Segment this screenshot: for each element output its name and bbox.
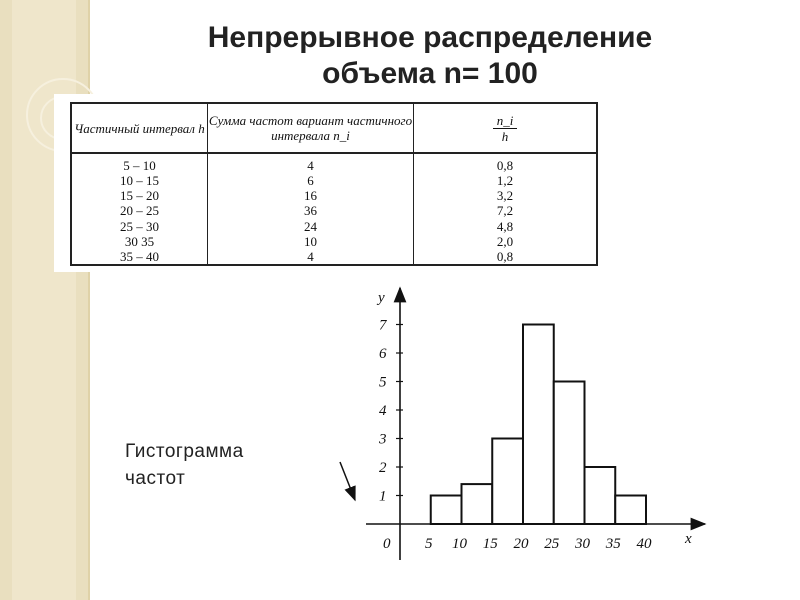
table-cell-frequency: 4 bbox=[208, 249, 414, 265]
table-cell-density: 1,2 bbox=[414, 173, 598, 188]
table-cell-frequency: 16 bbox=[208, 188, 414, 203]
table-cell-interval: 10 – 15 bbox=[71, 173, 208, 188]
table-cell-interval: 35 – 40 bbox=[71, 249, 208, 265]
table-cell-interval: 15 – 20 bbox=[71, 188, 208, 203]
table-cell-frequency: 24 bbox=[208, 219, 414, 234]
histogram-caption-line1: Гистограмма bbox=[125, 441, 244, 462]
y-tick-label: 2 bbox=[379, 460, 387, 476]
table-cell-density: 0,8 bbox=[414, 153, 598, 173]
y-tick-label: 1 bbox=[379, 488, 387, 505]
table-cell-frequency: 36 bbox=[208, 203, 414, 218]
x-axis-label: x bbox=[685, 531, 692, 547]
y-tick-label: 5 bbox=[379, 374, 387, 391]
density-fraction-denominator: h bbox=[501, 128, 509, 144]
x-tick-label: 5 bbox=[425, 536, 433, 552]
y-tick-label: 3 bbox=[379, 431, 387, 448]
histogram-bar bbox=[431, 496, 462, 525]
x-tick-label: 15 bbox=[482, 536, 498, 552]
caption-pointer-arrow bbox=[340, 462, 355, 500]
slide-title-line1: Непрерывное распределение bbox=[207, 21, 653, 54]
table-cell-interval: 25 – 30 bbox=[71, 219, 208, 234]
y-tick-label: 7 bbox=[379, 317, 387, 334]
y-axis-label: y bbox=[378, 290, 385, 306]
x-tick-label: 40 bbox=[636, 536, 652, 552]
histogram-bar bbox=[585, 467, 616, 524]
y-tick-label: 4 bbox=[379, 403, 387, 419]
histogram-bar bbox=[492, 439, 523, 525]
histogram-bar bbox=[523, 325, 554, 525]
x-tick-label: 25 bbox=[544, 536, 560, 552]
density-fraction-numerator: n_i bbox=[493, 113, 518, 129]
table-cell-density: 0,8 bbox=[414, 249, 598, 265]
table-cell-interval: 5 – 10 bbox=[71, 153, 208, 173]
histogram-bar bbox=[462, 484, 493, 524]
table-header-interval: Частичный интервал h bbox=[71, 103, 208, 153]
x-tick-label: 30 bbox=[575, 536, 590, 552]
slide-title-line2: объема n= 100 bbox=[322, 57, 538, 90]
table-cell-frequency: 4 bbox=[208, 153, 414, 173]
x-tick-label: 35 bbox=[605, 536, 621, 552]
table-cell-frequency: 10 bbox=[208, 234, 414, 249]
histogram-bar bbox=[554, 382, 585, 525]
histogram-caption-line2: частот bbox=[125, 468, 186, 489]
x-tick-label: 10 bbox=[452, 536, 467, 552]
table-cell-interval: 20 – 25 bbox=[71, 203, 208, 218]
table-cell-density: 2,0 bbox=[414, 234, 598, 249]
x-tick-label: 20 bbox=[513, 536, 529, 552]
x-tick-label: 0 bbox=[383, 536, 391, 552]
table-cell-density: 7,2 bbox=[414, 203, 598, 218]
table-cell-interval: 30 35 bbox=[71, 234, 208, 249]
y-tick-label: 6 bbox=[379, 346, 387, 362]
table-cell-density: 4,8 bbox=[414, 219, 598, 234]
histogram-bar bbox=[615, 496, 646, 525]
table-cell-density: 3,2 bbox=[414, 188, 598, 203]
histogram-plot-area bbox=[366, 288, 705, 560]
table-header-frequency-sum: Сумма частот вариант частичного интервала n_i bbox=[208, 103, 414, 153]
table-cell-frequency: 6 bbox=[208, 173, 414, 188]
